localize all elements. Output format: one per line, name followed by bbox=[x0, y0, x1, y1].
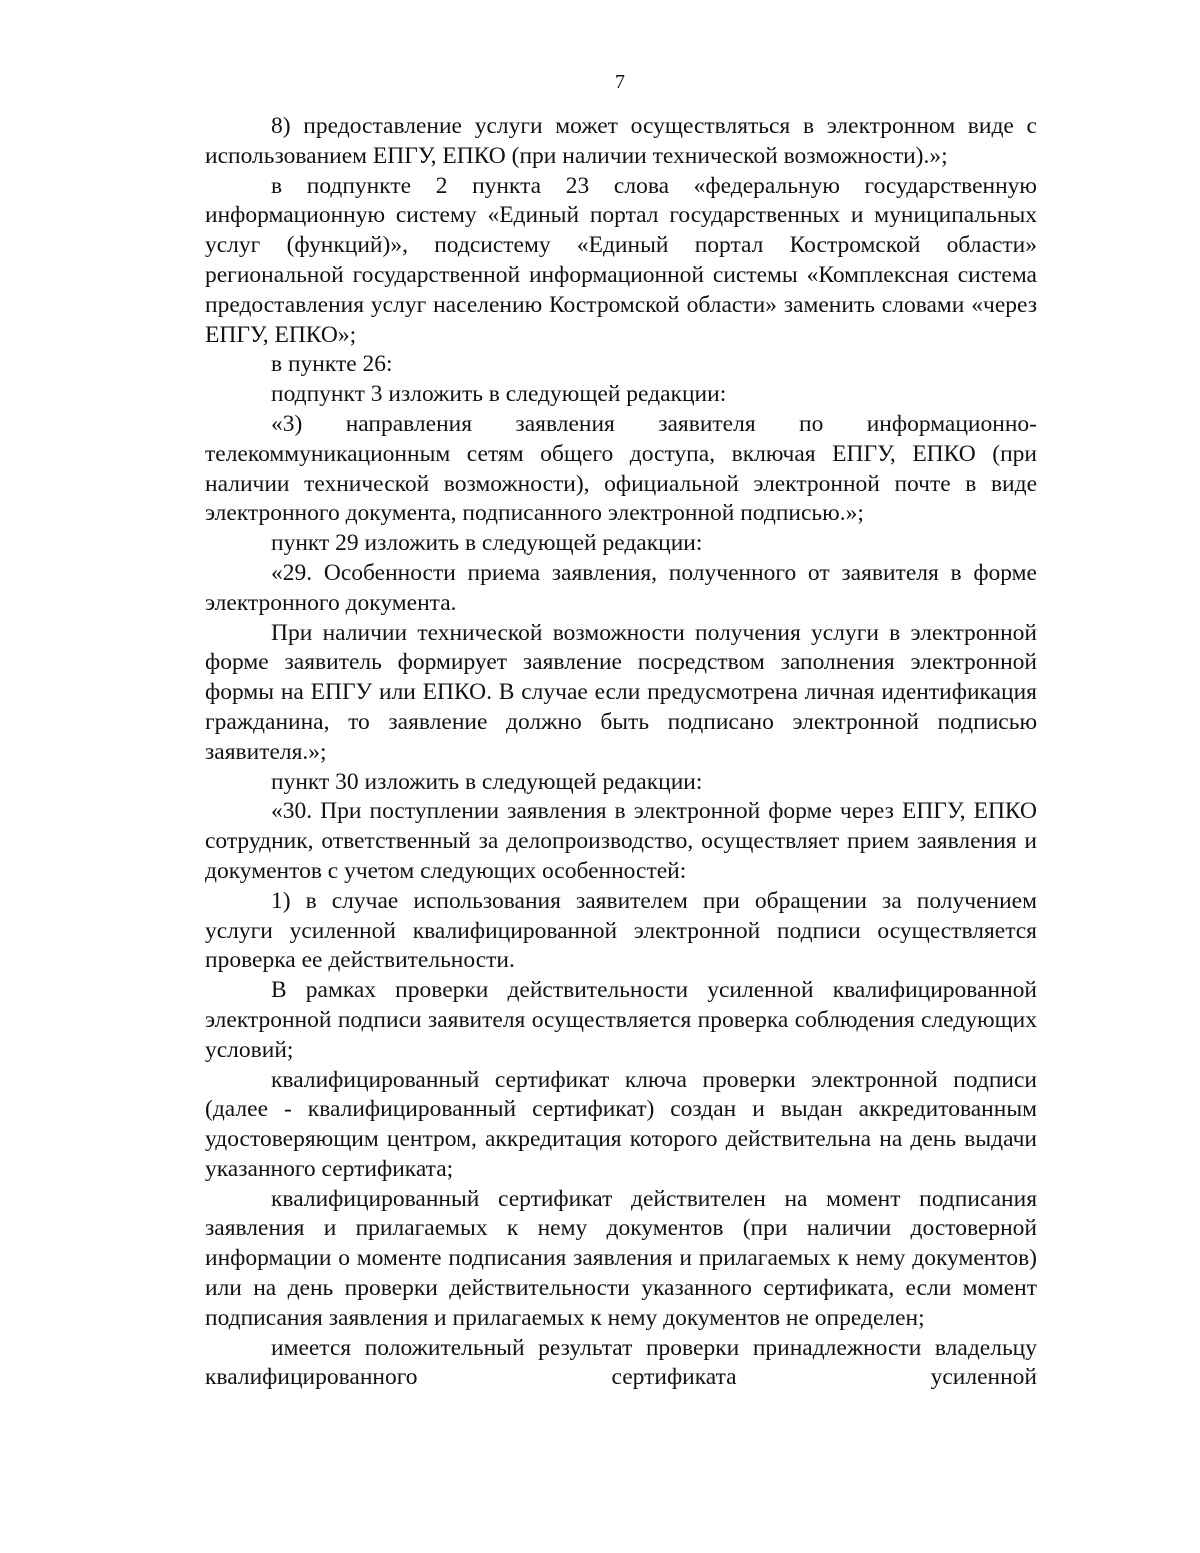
paragraph-subpoint-3-text: «3) направления заявления заявителя по информационно-телекоммуникационным сетям общего доступа, включая ЕПГУ, ЕПКО (при наличии технической возможности), официальной электронной почте в виде электронного документа, подписанного электронной подписью.»; bbox=[205, 410, 1037, 527]
paragraph-point-29-title: «29. Особенности приема заявления, полученного от заявителя в форме электронного документа. bbox=[205, 559, 1037, 616]
paragraph-point-30-heading: пункт 30 изложить в следующей редакции: bbox=[271, 768, 703, 795]
paragraph-verification-conditions: В рамках проверки действительности усиленной квалифицированной электронной подписи заявителя осуществляется проверка соблюдения следующих условий; bbox=[205, 977, 1037, 1063]
page-number: 7 bbox=[615, 71, 625, 93]
paragraph-point-29-text: При наличии технической возможности получения услуги в электронной форме заявитель формирует заявление посредством заполнения электронной формы на ЕПГУ или ЕПКО. В случае если предусмотрена личная идентификация гражданина, то заявление должно быть подписано электронной подписью заявителя.»; bbox=[205, 619, 1037, 765]
paragraph-point-29-heading: пункт 29 изложить в следующей редакции: bbox=[271, 530, 703, 557]
paragraph-subpoint-2-point-23: в подпункте 2 пункта 23 слова «федеральную государственную информационную систему «Единый портал государственных и муниципальных услуг (функций)», подсистему «Единый портал Костромской области» региональной государственной информационной системы «Комплексная система предоставления услуг населению Костромской области» заменить словами «через ЕПГУ, ЕПКО»; bbox=[205, 172, 1037, 348]
paragraph-point-30-text: «30. При поступлении заявления в электронной форме через ЕПГУ, ЕПКО сотрудник, ответственный за делопроизводство, осуществляет прием заявления и документов с учетом следующих особенностей: bbox=[205, 798, 1037, 884]
paragraph-positive-result: имеется положительный результат проверки принадлежности владельцу квалифицированного сертификата усиленной bbox=[205, 1334, 1037, 1391]
paragraph-subpoint-3-heading: подпункт 3 изложить в следующей редакции: bbox=[271, 381, 727, 408]
document-body bbox=[205, 112, 1037, 1393]
paragraph-point-26: в пункте 26: bbox=[271, 351, 393, 378]
paragraph-certificate-issued: квалифицированный сертификат ключа проверки электронной подписи (далее - квалифицированный сертификат) создан и выдан аккредитованным удостоверяющим центром, аккредитация которого действительна на день выдачи указанного сертификата; bbox=[205, 1066, 1037, 1182]
paragraph-item-1: 1) в случае использования заявителем при обращении за получением услуги усиленной квалифицированной электронной подписи осуществляется проверка ее действительности. bbox=[205, 887, 1037, 974]
paragraph-certificate-valid: квалифицированный сертификат действителен на момент подписания заявления и прилагаемых к нему документов (при наличии достоверной информации о моменте подписания заявления и прилагаемых к нему документов) или на день проверки действительности указанного сертификата, если момент подписания заявления и прилагаемых к нему документов не определен; bbox=[205, 1185, 1037, 1331]
paragraph-item-8: 8) предоставление услуги может осуществляться в электронном виде с использованием ЕПГУ, ЕПКО (при наличии технической возможности).»; bbox=[205, 113, 1037, 169]
